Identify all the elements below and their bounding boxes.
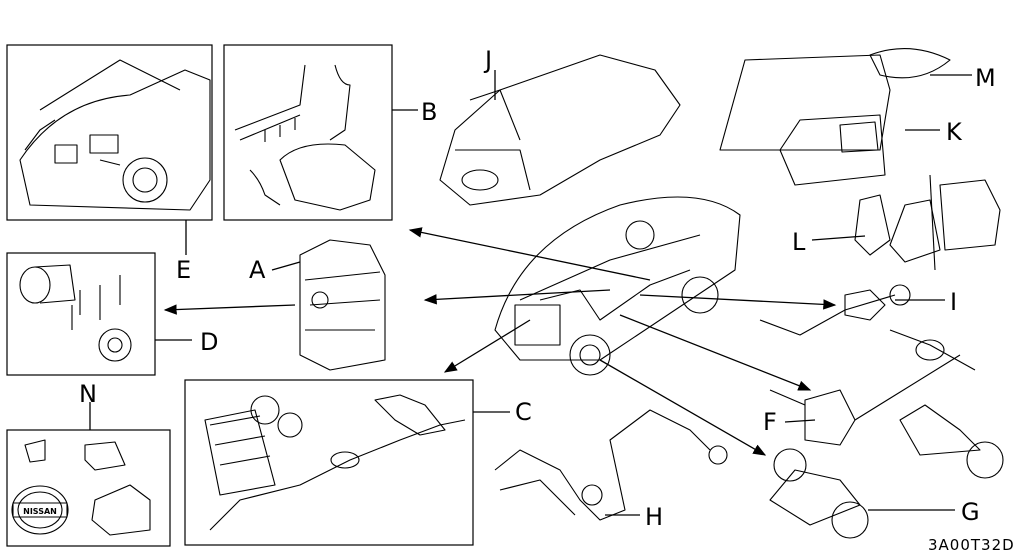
seats-l (855, 175, 1000, 270)
box-n-accessories (7, 430, 170, 546)
drivetrain-f (770, 330, 975, 445)
rear-axle-i (760, 285, 910, 335)
callout-j: J (485, 46, 493, 74)
callout-d: D (200, 328, 219, 356)
body-j (440, 55, 680, 205)
box-c-cooling-exhaust (185, 380, 473, 545)
nissan-badge-text: NISSAN (23, 507, 57, 516)
callout-l: L (792, 228, 806, 256)
engine-a (300, 240, 385, 370)
callout-g: G (961, 498, 980, 526)
brake-lines-h (495, 410, 727, 520)
callout-k: K (946, 118, 962, 146)
callout-i: I (950, 288, 958, 316)
callout-n: N (79, 380, 97, 408)
callout-h: H (645, 503, 664, 531)
callout-a: A (249, 256, 266, 284)
callout-b: B (421, 98, 438, 126)
box-b-fuel-system (224, 45, 392, 220)
callout-e: E (176, 256, 192, 284)
figure-code: 3A00T32D (928, 536, 1015, 554)
box-d-electrical (7, 253, 155, 375)
callout-f: F (763, 408, 777, 436)
doors-k (720, 55, 890, 185)
callout-m: M (975, 64, 996, 92)
box-e-engine-room (7, 45, 212, 220)
callout-c: C (515, 398, 532, 426)
